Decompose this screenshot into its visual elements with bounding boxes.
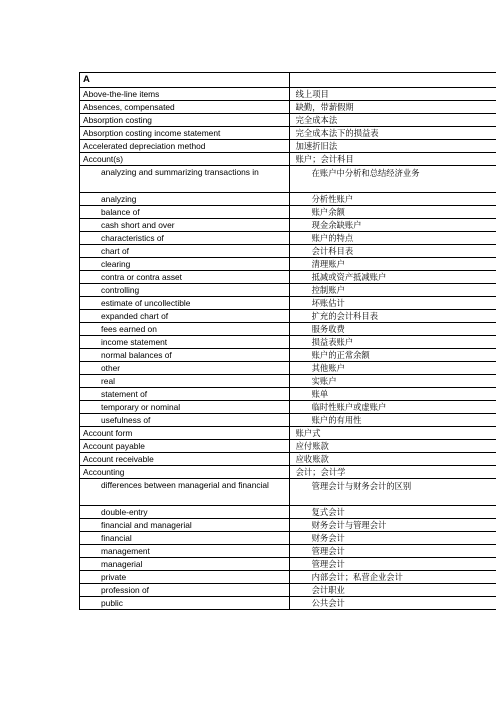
term-english: double-entry [80,506,290,519]
term-chinese: 账户的特点 [289,232,496,245]
term-english: estimate of uncollectible [80,297,290,310]
term-english: Absences, compensated [80,101,290,114]
term-english: income statement [80,336,290,349]
term-chinese: 线上项目 [289,88,496,101]
table-row [80,114,496,127]
term-chinese: 公共会计 [289,597,496,610]
term-chinese: 缺勤，带薪假期 [289,101,496,114]
term-chinese: 控制账户 [289,284,496,297]
term-chinese: 财务会计 [289,532,496,545]
term-chinese: 分析性账户 [289,193,496,206]
term-english: expanded chart of [80,310,290,323]
term-english: chart of [80,245,290,258]
term-chinese: 账单 [289,388,496,401]
table-row [80,232,496,245]
term-chinese: 应付账款 [289,440,496,453]
term-chinese: 账户的正常余额 [289,349,496,362]
term-chinese: 财务会计与管理会计 [289,519,496,532]
table-row [80,219,496,232]
table-row [80,597,496,610]
term-english: managerial [80,558,290,571]
table-row [80,101,496,114]
term-chinese: 管理会计与财务会计的区别 [289,479,496,506]
term-english: financial and managerial [80,519,290,532]
term-chinese: 服务收费 [289,323,496,336]
table-row [80,206,496,219]
term-chinese: 清理账户 [289,258,496,271]
term-chinese: 账户余额 [289,206,496,219]
section-letter-blank [289,73,496,88]
table-row [80,414,496,427]
term-chinese: 临时性账户或虚账户 [289,401,496,414]
term-english: other [80,362,290,375]
table-row [80,479,496,506]
term-english: analyzing [80,193,290,206]
term-english: normal balances of [80,349,290,362]
term-english: real [80,375,290,388]
term-chinese: 抵减或资产抵减账户 [289,271,496,284]
term-english: Absorption costing [80,114,290,127]
term-english: fees earned on [80,323,290,336]
table-row [80,140,496,153]
term-english: financial [80,532,290,545]
term-chinese: 管理会计 [289,558,496,571]
term-chinese: 复式会计 [289,506,496,519]
term-english: temporary or nominal [80,401,290,414]
term-english: Account payable [80,440,290,453]
table-row [80,427,496,440]
table-row [80,323,496,336]
table-row [80,519,496,532]
term-english: Account receivable [80,453,290,466]
term-english: cash short and over [80,219,290,232]
term-chinese: 会计；会计学 [289,466,496,479]
term-english: private [80,571,290,584]
table-row [80,545,496,558]
table-row [80,336,496,349]
table-row [80,245,496,258]
table-row [80,166,496,193]
glossary-body [80,73,496,610]
table-row [80,284,496,297]
table-row [80,453,496,466]
table-row [80,362,496,375]
term-english: Account form [80,427,290,440]
term-chinese: 损益表账户 [289,336,496,349]
term-english: balance of [80,206,290,219]
table-row [80,532,496,545]
table-row [80,193,496,206]
term-english: management [80,545,290,558]
table-row [80,440,496,453]
term-chinese: 扩充的会计科目表 [289,310,496,323]
table-row [80,506,496,519]
table-row [80,375,496,388]
section-header-row [80,73,496,88]
term-chinese: 完全成本法 [289,114,496,127]
table-row [80,349,496,362]
table-row [80,584,496,597]
term-english: Account(s) [80,153,290,166]
term-chinese: 应收账款 [289,453,496,466]
term-english: usefulness of [80,414,290,427]
term-chinese: 其他账户 [289,362,496,375]
table-row [80,558,496,571]
table-row [80,388,496,401]
term-chinese: 内部会计；私营企业会计 [289,571,496,584]
term-english: Accelerated depreciation method [80,140,290,153]
section-letter: A [80,73,290,88]
term-english: statement of [80,388,290,401]
table-row [80,258,496,271]
table-row [80,571,496,584]
term-chinese: 实账户 [289,375,496,388]
table-row [80,297,496,310]
term-chinese: 在账户中分析和总结经济业务 [289,166,496,193]
term-english: controlling [80,284,290,297]
term-chinese: 账户；会计科目 [289,153,496,166]
term-english: profession of [80,584,290,597]
term-english: Absorption costing income statement [80,127,290,140]
term-english: analyzing and summarizing transactions in [80,166,290,193]
term-english: public [80,597,290,610]
term-chinese: 完全成本法下的损益表 [289,127,496,140]
term-english: contra or contra asset [80,271,290,284]
table-row [80,310,496,323]
glossary-table [79,72,496,610]
table-row [80,127,496,140]
term-chinese: 账户的有用性 [289,414,496,427]
term-english: clearing [80,258,290,271]
term-chinese: 管理会计 [289,545,496,558]
term-chinese: 坏账估计 [289,297,496,310]
term-chinese: 现金余缺账户 [289,219,496,232]
term-english: Above-the-line items [80,88,290,101]
table-row [80,271,496,284]
table-row [80,88,496,101]
term-english: differences between managerial and financial [80,479,290,506]
term-chinese: 会计职业 [289,584,496,597]
term-english: characteristics of [80,232,290,245]
term-chinese: 会计科目表 [289,245,496,258]
table-row [80,401,496,414]
term-english: Accounting [80,466,290,479]
table-row [80,466,496,479]
term-chinese: 加速折旧法 [289,140,496,153]
table-row [80,153,496,166]
term-chinese: 账户式 [289,427,496,440]
